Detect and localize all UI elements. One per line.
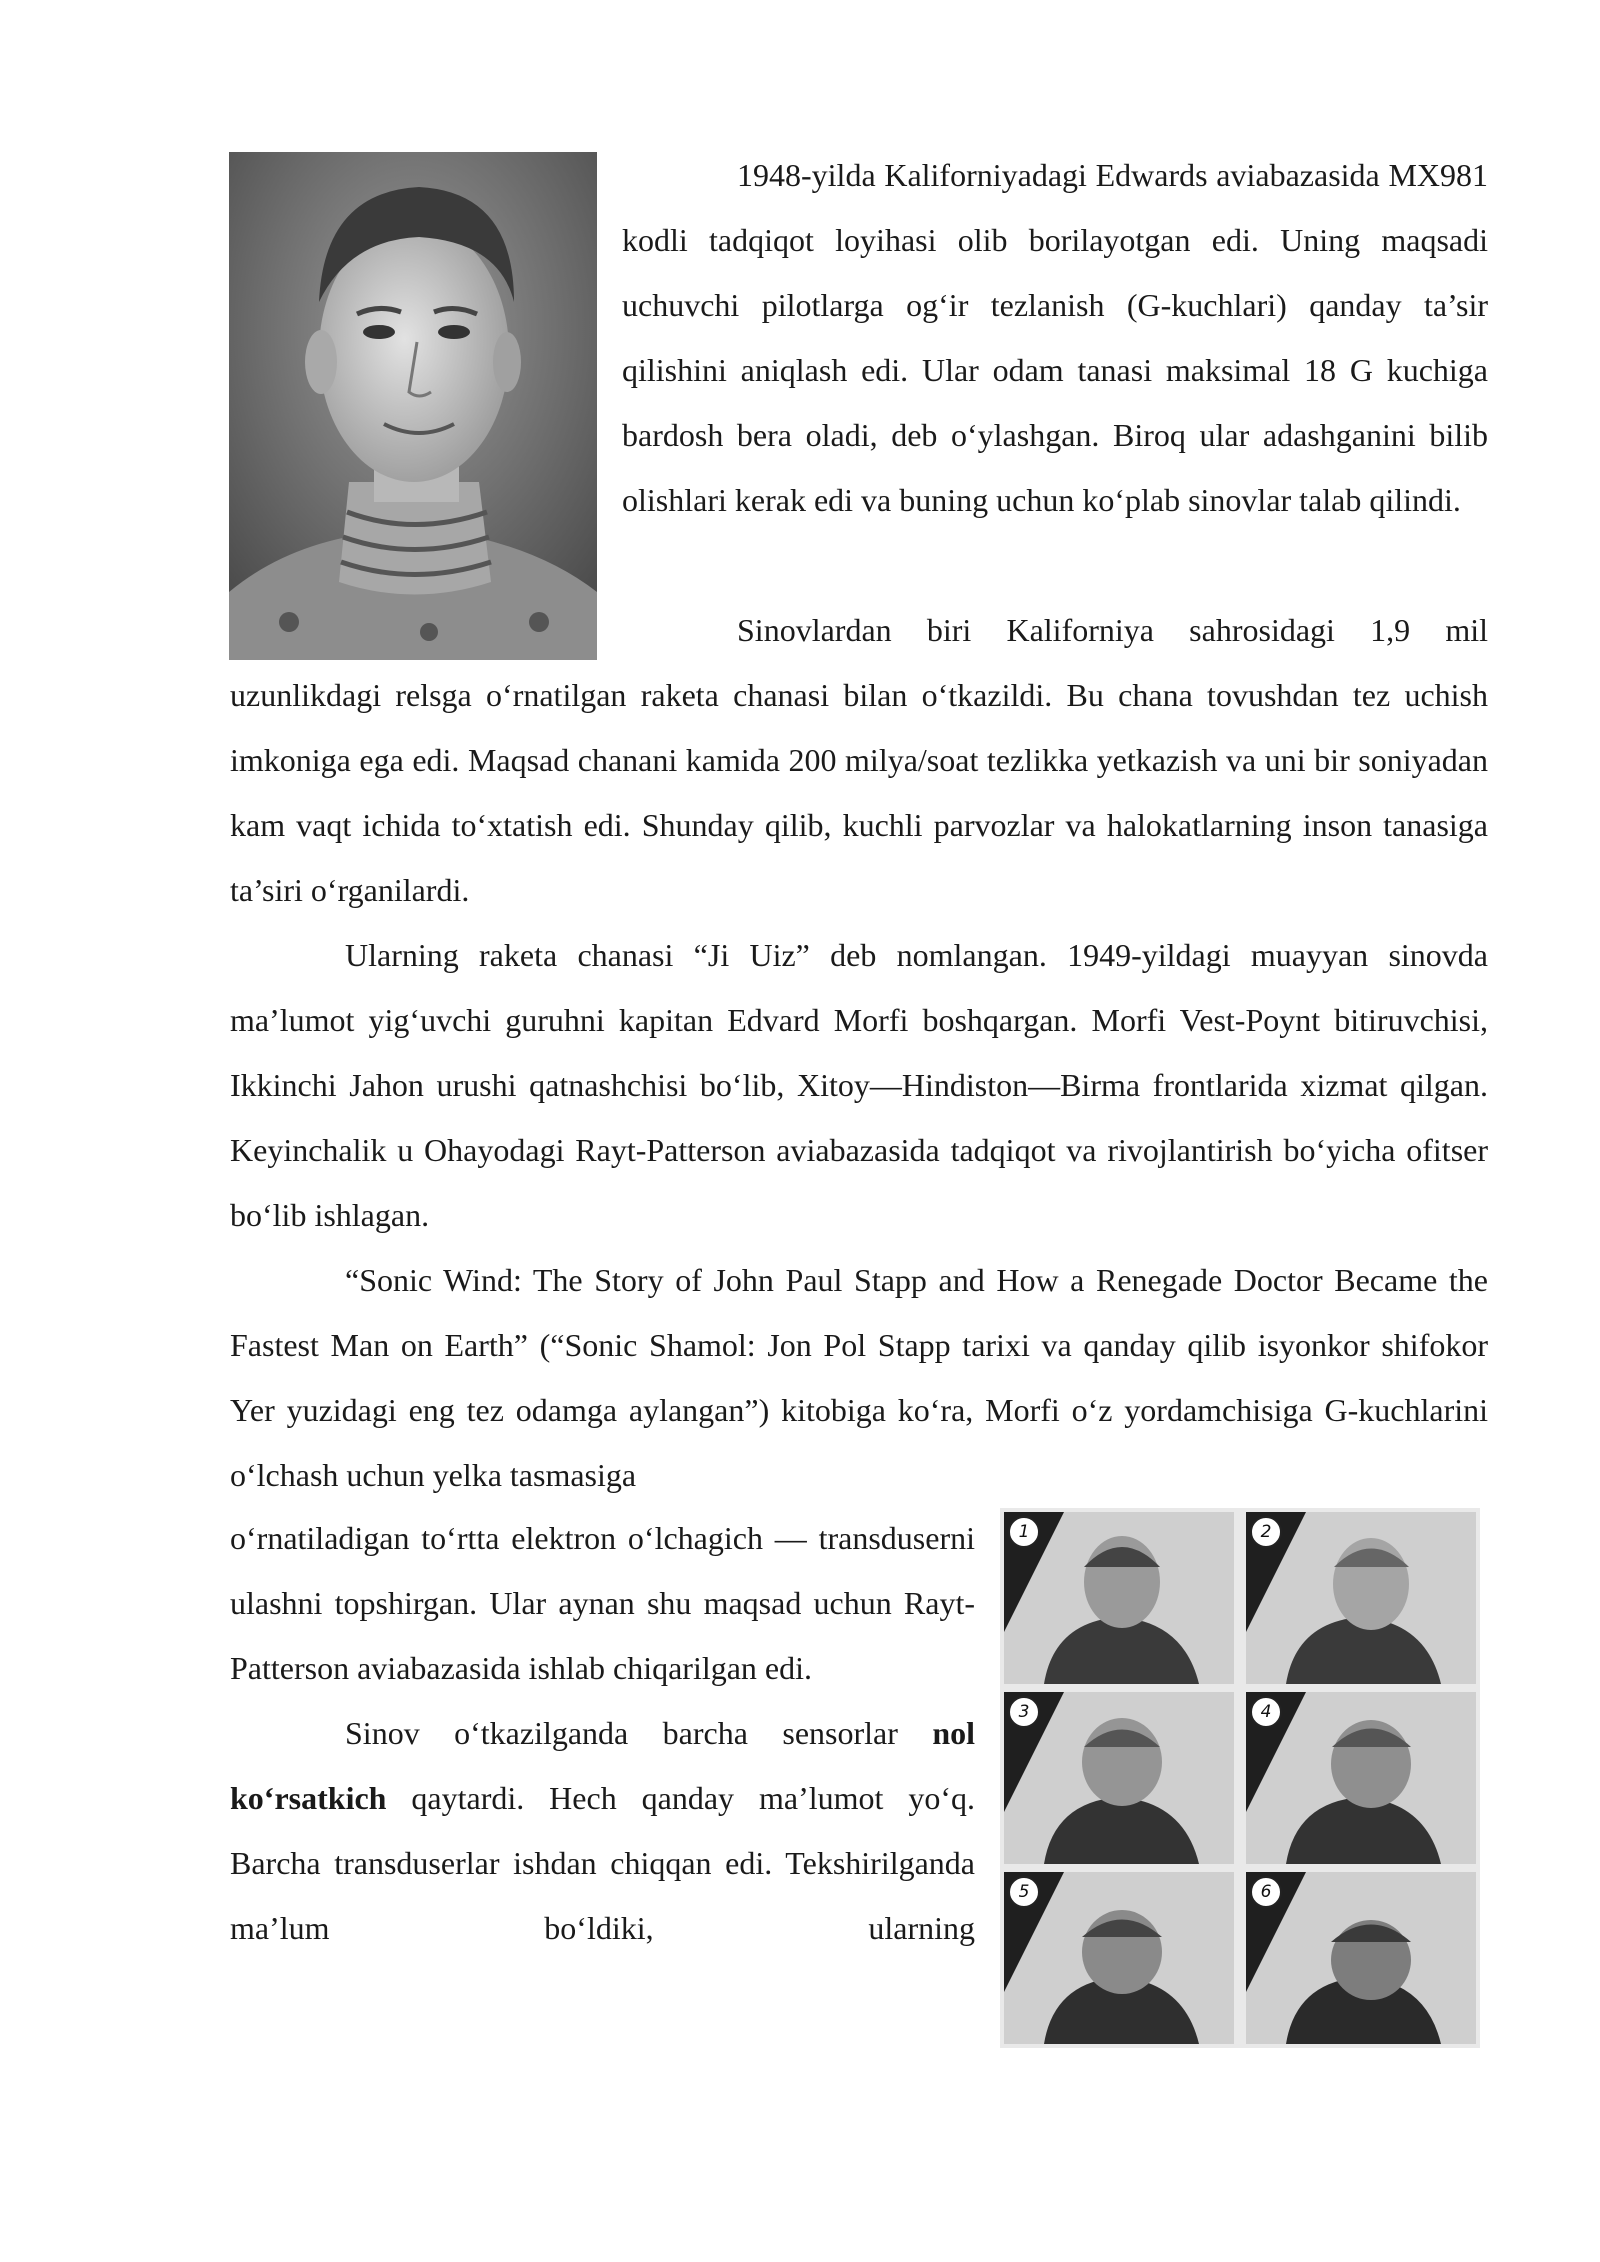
portrait-photo: [229, 152, 597, 660]
grid-photo-4: [1246, 1692, 1476, 1864]
paragraph-4: “Sonic Wind: The Story of John Paul Stapp and How a Renegade Doctor Became the Fastest Man on Earth” (“Sonic Shamol: Jon Pol Stapp tarixi va qanday qilib isyonkor shifokor Yer yuzidagi eng tez odamga aylangan”) kitobiga ko‘ra, Morfi o‘z yordamchisiga G-kuchlarini o‘lchash uchun yelka tasmasiga: [230, 1262, 1488, 1493]
paragraph-3: Ularning raketa chanasi “Ji Uiz” deb nomlangan. 1949-yildagi muayyan sinovda ma’lumot yig‘uvchi guruhni kapitan Edvard Morfi boshqargan. Morfi Vest-Poynt bitiruvchisi, Ikkinchi Jahon urushi qatnashchisi bo‘lib, Xitoy—Hindiston—Birma frontlarida xizmat qilgan. Keyinchalik u Ohayodagi Rayt-Patterson aviabazasida tadqiqot va rivojlantirish bo‘yicha ofitser bo‘lib ishlagan.: [230, 937, 1488, 1233]
text-block-beside-portrait: [622, 143, 1488, 533]
paragraph-5: [230, 1701, 975, 1961]
grid-photo-5: [1004, 1872, 1234, 2044]
grid-label-3: 3: [1008, 1696, 1040, 1728]
grid-photo-1: [1004, 1512, 1234, 1684]
grid-label-5: 5: [1008, 1876, 1040, 1908]
sled-test-photo-grid: [1000, 1508, 1480, 2048]
text-block-main: [230, 598, 1488, 1508]
grid-label-6: 6: [1250, 1876, 1282, 1908]
grid-photo-2: [1246, 1512, 1476, 1684]
grid-label-2: 2: [1250, 1516, 1282, 1548]
paragraph-4-continued: o‘rnatiladigan to‘rtta elektron o‘lchagich — transduserni ulashni topshirgan. Ular aynan shu maqsad uchun Rayt-Patterson aviabazasida ishlab chiqarilgan edi.: [230, 1520, 975, 1686]
paragraph-5-bold: nol ko‘rsatkich: [230, 1715, 975, 1816]
paragraph-1: 1948-yilda Kaliforniyadagi Edwards aviabazasida MX981 kodli tadqiqot loyihasi olib borilayotgan edi. Uning maqsadi uchuvchi pilotlarga og‘ir tezlanish (G-kuchlari) qanday ta’sir qilishini aniqlash edi. Ular odam tanasi maksimal 18 G kuchiga bardosh bera oladi, deb o‘ylashgan. Biroq ular adashganini bilib olishlari kerak edi va buning uchun ko‘plab sinovlar talab qilindi.: [622, 157, 1488, 518]
paragraph-5-part-b: qaytardi. Hech qanday ma’lumot yo‘q. Barcha transduserlar ishdan chiqqan edi. Tekshirilganda ma’lum bo‘ldiki, ularning: [230, 1780, 975, 1946]
text-block-beside-grid: [230, 1506, 975, 1961]
paragraph-5-part-a: Sinov o‘tkazilganda barcha sensorlar: [345, 1715, 933, 1751]
grid-label-4: 4: [1250, 1696, 1282, 1728]
grid-photo-3: [1004, 1692, 1234, 1864]
portrait-illustration: [229, 152, 597, 660]
grid-label-1: 1: [1008, 1516, 1040, 1548]
grid-photo-6: [1246, 1872, 1476, 2044]
paragraph-2: Sinovlardan biri Kaliforniya sahrosidagi 1,9 mil uzunlikdagi relsga o‘rnatilgan raketa chanasi bilan o‘tkazildi. Bu chana tovushdan tez uchish imkoniga ega edi. Maqsad chanani kamida 200 milya/soat tezlikka yetkazish va uni bir soniyadan kam vaqt ichida to‘xtatish edi. Shunday qilib, kuchli parvozlar va halokatlarning inson tanasiga ta’siri o‘rganilardi.: [230, 612, 1488, 908]
